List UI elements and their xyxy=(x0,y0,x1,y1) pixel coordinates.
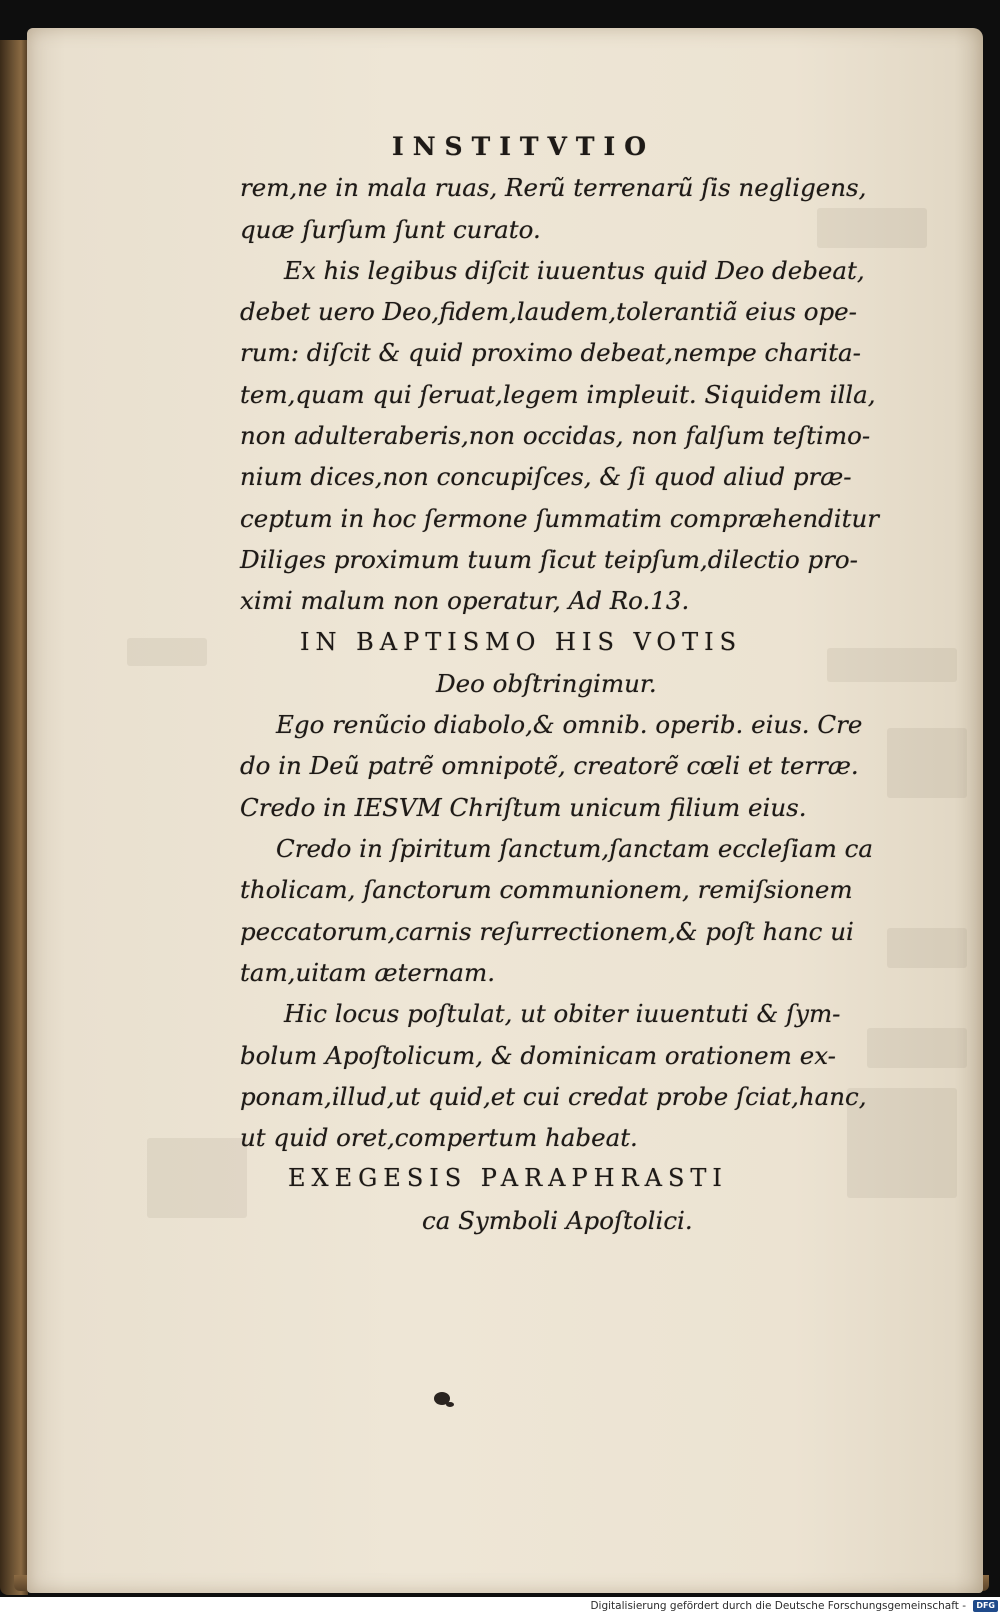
text-line: tam,uitam æternam. xyxy=(240,957,496,987)
text-line: debet uero Deo,fidem,laudem,tolerantiã eius ope- xyxy=(240,297,857,327)
text-line: Diliges proximum tuum ſicut teipſum,dilectio pro- xyxy=(240,544,858,574)
bleed-through-shadow xyxy=(147,1138,247,1218)
text-line: bolum Apoſtolicum, & dominicam orationem ex- xyxy=(240,1040,836,1070)
text-line: tem,quam qui ſeruat,legem impleuit. Siquidem illa, xyxy=(240,379,876,409)
text-line: Ex his legibus diſcit iuuentus quid Deo debeat, xyxy=(284,255,865,285)
bleed-through-shadow xyxy=(867,1028,967,1068)
bleed-through-shadow xyxy=(887,928,967,968)
bleed-through-shadow xyxy=(127,638,207,666)
text-line: ut quid oret,compertum habeat. xyxy=(240,1123,638,1153)
text-line: non adulteraberis,non occidas, non falſum teſtimo- xyxy=(240,421,871,451)
text-line: ceptum in hoc ſermone ſummatim compræhenditur xyxy=(240,503,879,533)
text-line: nium dices,non concupiſces, & ſi quod aliud præ- xyxy=(240,462,852,492)
text-line: rem,ne in mala ruas, Rerũ terrenarũ ſis negligens, xyxy=(240,173,867,203)
dfg-logo-icon: DFG xyxy=(973,1600,998,1612)
text-line: ponam,illud,ut quid,et cui credat probe ſciat,hanc, xyxy=(240,1081,867,1111)
text-line: do in Deũ patrẽ omnipotẽ, creatorẽ cœli et terræ. xyxy=(240,751,859,781)
digitization-credit-bar xyxy=(0,1597,1000,1615)
running-head: INSTITVTIO xyxy=(392,132,655,161)
text-line: Hic locus poſtulat, ut obiter iuuentuti & ſym- xyxy=(284,999,841,1029)
book-edge-left xyxy=(0,40,28,1595)
text-line: tholicam, ſanctorum communionem, remiſsionem xyxy=(240,875,853,905)
text-line: Ego renũcio diabolo,& omnib. operib. eius. Cre xyxy=(276,710,863,740)
text-line: peccatorum,carnis reſurrectionem,& poſt hanc ui xyxy=(240,916,854,946)
printer-ornament-icon xyxy=(434,1392,450,1405)
text-line: ximi malum non operatur, Ad Ro.13. xyxy=(240,586,690,616)
text-line: rum: diſcit & quid proximo debeat,nempe charita- xyxy=(240,338,861,368)
section-heading-continuation: Deo obſtringimur. xyxy=(436,668,657,698)
bleed-through-shadow xyxy=(887,728,967,798)
text-line: Credo in ſpiritum ſanctum,ſanctam eccleſiam ca xyxy=(276,834,873,864)
text-line: quæ ſurſum ſunt curato. xyxy=(240,214,541,244)
section-heading: EXEGESIS PARAPHRASTI xyxy=(288,1164,728,1193)
credit-text: Digitalisierung gefördert durch die Deutsche Forschungsgemeinschaft - xyxy=(590,1600,966,1612)
section-heading-continuation: ca Symboli Apoſtolici. xyxy=(422,1205,693,1235)
section-heading: IN BAPTISMO HIS VOTIS xyxy=(300,627,743,656)
text-line: Credo in IESVM Chriſtum unicum filium eius. xyxy=(240,792,807,822)
page-text-block xyxy=(240,126,880,1241)
